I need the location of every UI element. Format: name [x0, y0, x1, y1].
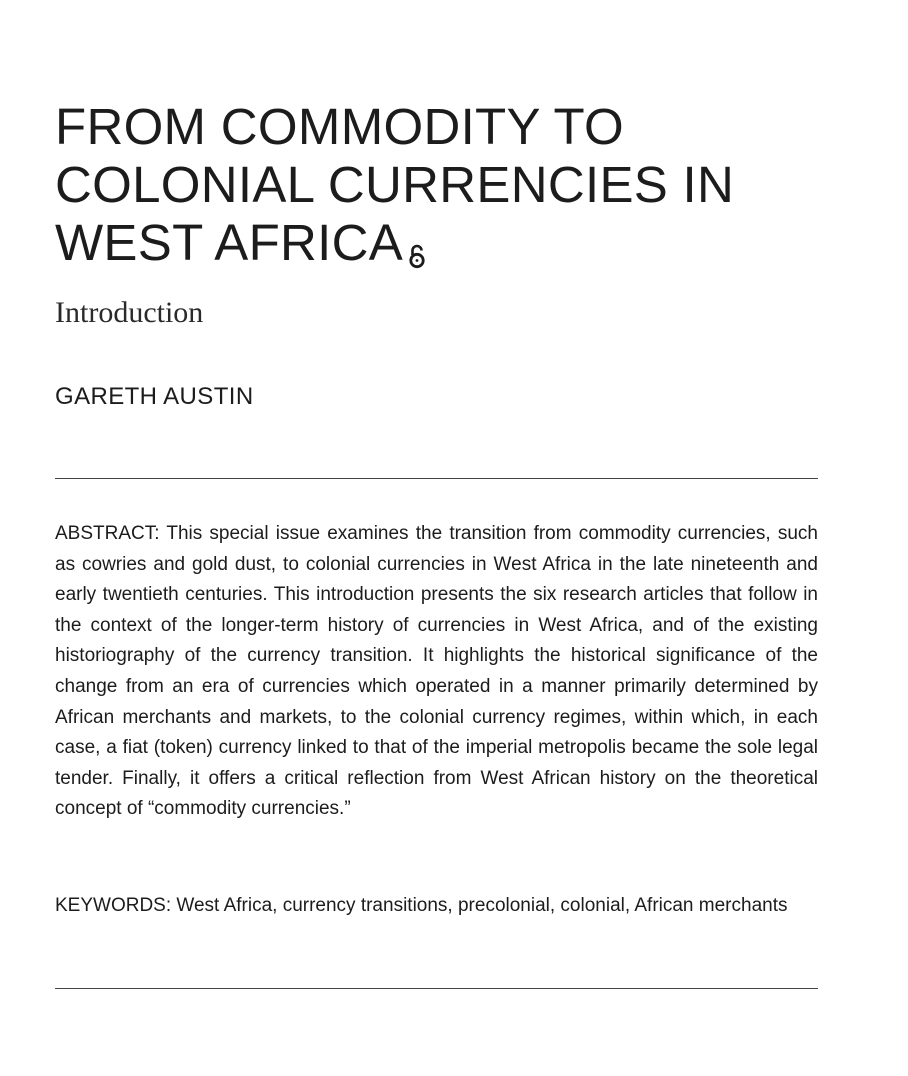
open-access-lock-icon	[408, 223, 426, 249]
keywords-text: KEYWORDS: West Africa, currency transitions, precolonial, colonial, African merchants	[55, 895, 788, 916]
abstract-text: ABSTRACT: This special issue examines the transition from commodity currencies, such as cowries and gold dust, to colonial currencies in West Africa in the late nineteenth and early twentieth centuries. This introduction presents the six research articles that follow in the context of the longer-term history of currencies in West Africa, and of the existing historiography of the currency transition. It highlights the historical significance of the change from an era of currencies which operated in a manner primarily determined by African merchants and markets, to the colonial currency regimes, within which, in each case, a fiat (token) currency linked to that of the imperial metropolis became the sole legal tender. Finally, it offers a critical reflection from West African history on the theoretical concept of “commodity currencies.”	[55, 523, 818, 820]
article-subtitle: Introduction	[55, 296, 204, 329]
article-title-text: FROM COMMODITY TO COLONIAL CURRENCIES IN WEST AFRICA	[55, 98, 735, 271]
author-name: GARETH AUSTIN	[55, 383, 254, 410]
top-divider	[55, 478, 818, 479]
bottom-divider	[55, 988, 818, 989]
article-title	[55, 98, 818, 272]
